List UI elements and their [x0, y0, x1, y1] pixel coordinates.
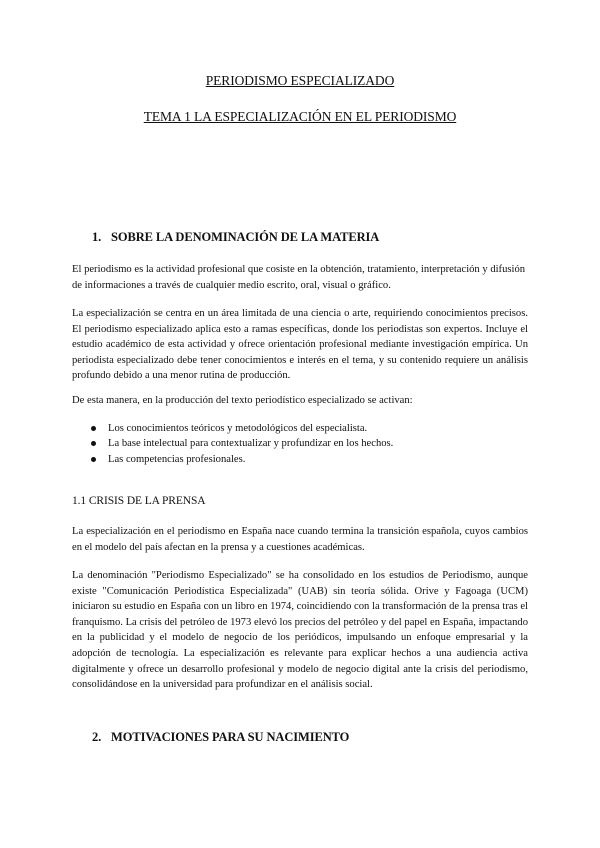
section-1-paragraph-1: El periodismo es la actividad profesional que cosiste en la obtención, tratamiento, interpretación y difusión de informaciones a través de cualquier medio escrito, oral, visual o gráfico.: [72, 264, 526, 291]
section-1-number: 1.: [92, 230, 102, 244]
list-item: [72, 421, 512, 436]
bullet-icon: [91, 441, 96, 446]
list-item: [72, 436, 512, 451]
subsection-1-1-paragraph-1: La especialización en el periodismo en España nace cuando termina la transición española, cuyos cambios en el modelo del país afectan en la prensa y a cuestiones académicas.: [72, 526, 528, 553]
subsection-1-1-paragraph-2: La denominación "Periodismo Especializado" se ha consolidado en los estudios de Periodismo, aunque existe "Comunicación Periodística Especializada" (UAB) sin teoría sólida. Orive y Fagoaga (UCM) iniciaron su estudio en España con un libro en 1974, coincidiendo con la transformación de la prensa tras el franquismo. La crisis del petróleo de 1973 elevó los precios del petróleo y del papel en España, impactando en la publicidad y el modelo de negocio de los periódicos, impulsando un enfoque empresarial y la adopción de tecnología. La especialización es relevante para explicar hechos a una audiencia activa digitalmente y ofrece un desarrollo profesional y modelo de negocio digital ante la crisis del periodismo, consolidándose en la universidad para profundizar en el análisis social.: [72, 570, 528, 691]
section-2-number: 2.: [92, 730, 102, 744]
section-1-paragraph-3: De esta manera, en la producción del texto periodístico especializado se activan:: [72, 395, 413, 406]
bullet-icon: [91, 457, 96, 462]
list-item-text: La base intelectual para contextualizar y profundizar en los hechos.: [108, 438, 394, 450]
document-title: PERIODISMO ESPECIALIZADO: [205, 73, 395, 88]
section-2-title: MOTIVACIONES PARA SU NACIMIENTO: [111, 730, 350, 744]
bullet-icon: [91, 426, 96, 431]
list-item-text: Las competencias profesionales.: [108, 453, 246, 465]
list-item: [72, 452, 512, 467]
section-1-paragraph-2: La especialización se centra en un área limitada de una ciencia o arte, requiriendo conocimientos precisos. El periodismo especializado aplica esto a ramas específicas, donde los periodistas son expertos. Incluye el estudio académico de esta actividad y ofrece orientación profesional mediante investigación empírica. Un periodista especializado debe tener conocimientos e interés en el tema, y su contenido requiere un análisis profundo debido a una menor rutina de producción.: [72, 308, 528, 382]
subsection-1-1-heading: 1.1 CRISIS DE LA PRENSA: [72, 495, 206, 507]
bullet-list: [72, 421, 512, 467]
document-subtitle: TEMA 1 LA ESPECIALIZACIÓN EN EL PERIODISMO: [143, 109, 457, 124]
section-2-heading: [92, 730, 349, 745]
list-item-text: Los conocimientos teóricos y metodológicos del especialista.: [108, 423, 368, 434]
section-1-title: SOBRE LA DENOMINACIÓN DE LA MATERIA: [111, 230, 380, 244]
section-1-heading: [92, 230, 379, 245]
